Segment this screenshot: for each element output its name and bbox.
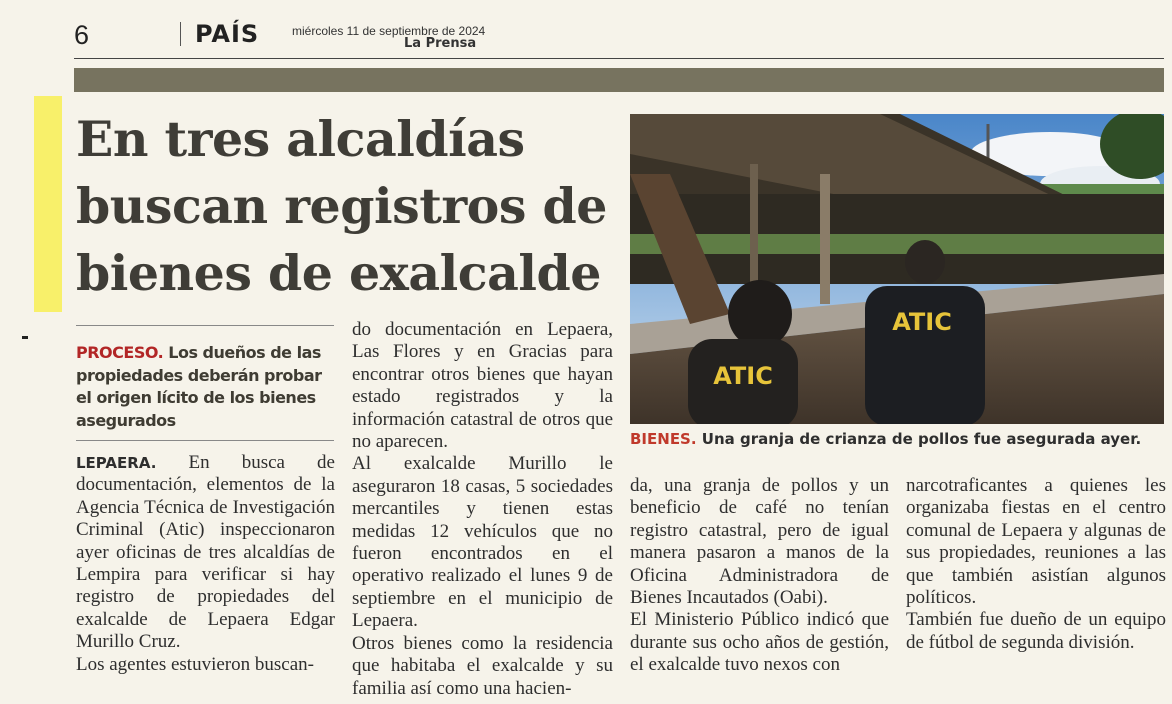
deck — [76, 342, 338, 432]
news-photo — [630, 114, 1164, 424]
deck-rule-top — [76, 325, 334, 326]
highlighter-mark — [34, 96, 62, 312]
deck-kicker: PROCESO. — [76, 343, 164, 362]
paragraph — [76, 452, 335, 654]
article-column-4 — [906, 475, 1166, 654]
section-title: PAÍS — [195, 20, 260, 48]
paragraph: da, una granja de pollos y un beneficio de café no tenían registro catastral, pero de igual manera pasaron a manos de la Oficina Administradora de Bienes Incautados (Oabi). — [630, 475, 889, 609]
paragraph: Al exalcalde Murillo le aseguraron 18 casas, 5 sociedades mercantiles y tienen estas medidas 12 vehículos que no fueron encontrados en el operativo realizado el lunes 9 de septiembre en el municipio de Lepaera. — [352, 453, 613, 632]
paragraph: narcotraficantes a quienes les organizaba fiestas en el centro comunal de Lepaera y algunas de sus propiedades, reuniones a las que también asistían algunos políticos. — [906, 475, 1166, 609]
section-band — [74, 68, 1164, 92]
article-column-1 — [76, 452, 335, 676]
article-column-3 — [630, 475, 889, 677]
photo-caption — [630, 430, 1170, 448]
dateline: LEPAERA. — [76, 454, 157, 472]
vest-label: ATIC — [713, 362, 773, 390]
paragraph: El Ministerio Público indicó que durante sus ocho años de gestión, el exalcalde tuvo nexos con — [630, 609, 889, 676]
article-column-2 — [352, 319, 613, 700]
vest-label: ATIC — [892, 308, 952, 336]
paragraph: do documentación en Lepaera, Las Flores y en Gracias para encontrar otros bienes que hayan estado registrados y la información catastral de otros que no aparecen. — [352, 319, 613, 453]
caption-kicker: BIENES. — [630, 430, 697, 448]
chicken-farm-photo — [630, 114, 1164, 424]
publication-name: La Prensa — [404, 36, 477, 51]
masthead-rule — [74, 58, 1164, 59]
deck-rule-bottom — [76, 440, 334, 441]
page-number: 6 — [74, 20, 90, 50]
deck-text: Los dueños de las propiedades deberán probar el origen lícito de los bienes asegurados — [76, 343, 322, 430]
margin-mark — [22, 336, 28, 339]
issue-date: miércoles 11 de septiembre de 2024 — [292, 24, 486, 38]
paragraph: Los agentes estuvieron buscan- — [76, 653, 314, 675]
paragraph: También fue dueño de un equipo de fútbol de segunda división. — [906, 609, 1166, 653]
masthead-divider — [180, 22, 181, 46]
paragraph-text: En busca de documentación, elementos de la Agencia Técnica de Investigación Criminal (Atic) inspeccionaron ayer oficinas de tres alcaldías de Lempira para verificar si hay registro de propiedades del exalcalde de Lepaera Edgar Murillo Cruz. — [76, 452, 335, 653]
headline: En tres alcaldías buscan registros de bienes de exalcalde — [76, 110, 607, 302]
caption-text: Una granja de crianza de pollos fue asegurada ayer. — [701, 430, 1142, 448]
paragraph: Otros bienes como la residencia que habitaba el exalcalde y su familia así como una hacien- — [352, 632, 613, 699]
